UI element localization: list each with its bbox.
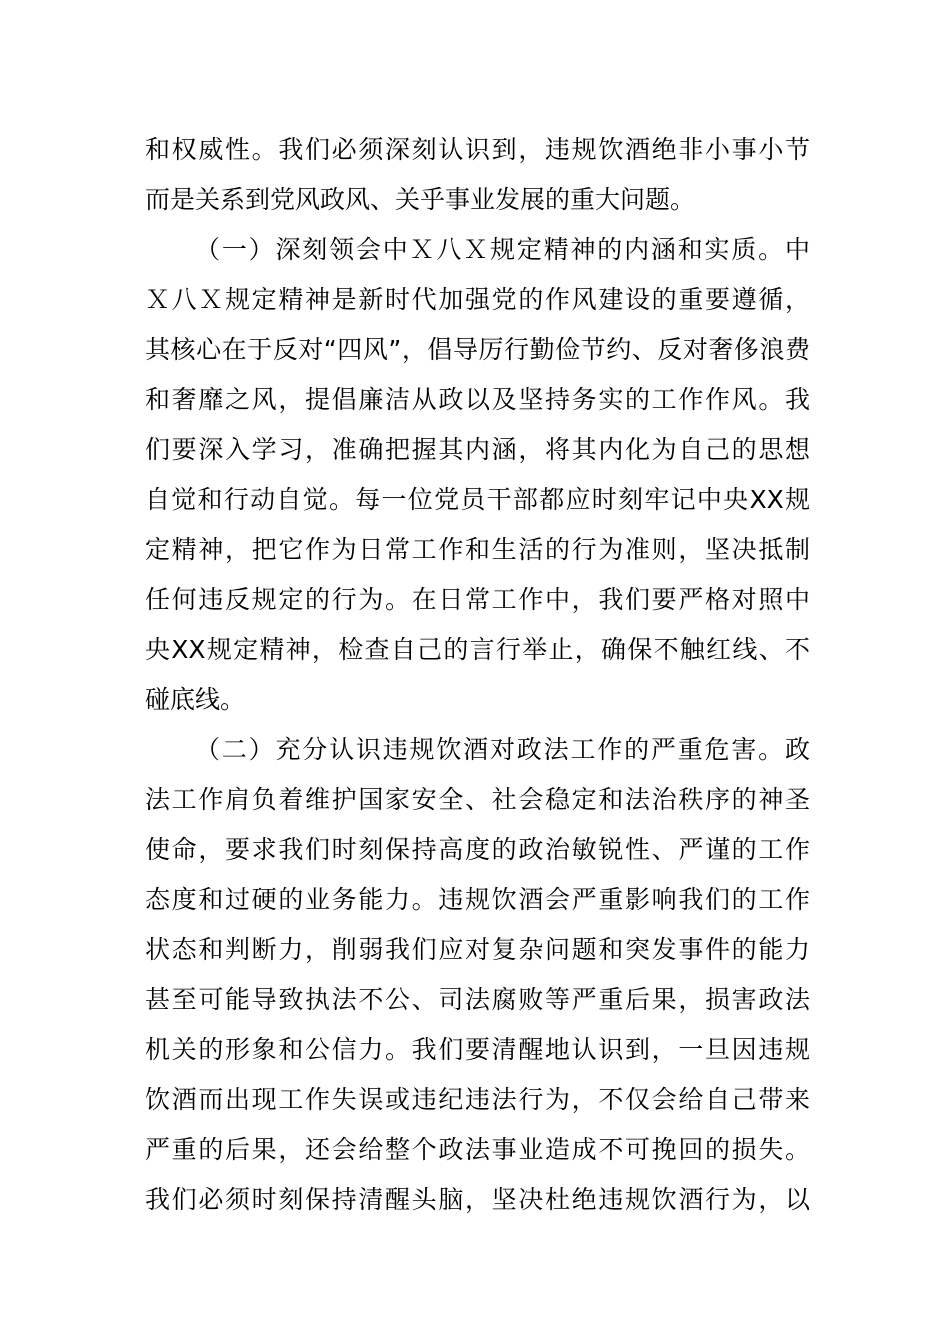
text-line-1: 和权威性。我们必须深刻认识到，违规饮酒绝非小事小节 bbox=[145, 135, 810, 164]
text-line-5: 其核心在于反对“四风”，倡导厉行勤俭节约、反对奢侈浪费 bbox=[145, 335, 810, 364]
text-line-16: 态度和过硬的业务能力。违规饮酒会严重影响我们的工作 bbox=[145, 885, 810, 914]
text-line-7: 们要深入学习，准确把握其内涵，将其内化为自己的思想 bbox=[145, 435, 810, 464]
text-line-2: 而是关系到党风政风、关乎事业发展的重大问题。 bbox=[145, 185, 696, 214]
text-line-4: Ｘ八Ｘ规定精神是新时代加强党的作风建设的重要遵循， bbox=[145, 285, 810, 314]
text-line-12: 碰底线。 bbox=[145, 685, 246, 714]
section-heading-1: （一）深刻领会中Ｘ八Ｘ规定精神的内涵和实质。中 bbox=[195, 235, 810, 264]
text-line-21: 严重的后果，还会给整个政法事业造成不可挽回的损失。 bbox=[145, 1135, 810, 1164]
text-line-9: 定精神，把它作为日常工作和生活的行为准则，坚决抵制 bbox=[145, 535, 810, 564]
text-line-20: 饮酒而出现工作失误或违纪违法行为，不仅会给自己带来 bbox=[145, 1085, 810, 1114]
text-line-6: 和奢靡之风，提倡廉洁从政以及坚持务实的工作作风。我 bbox=[145, 385, 810, 414]
section-heading-2: （二）充分认识违规饮酒对政法工作的严重危害。政 bbox=[195, 735, 810, 764]
text-line-8: 自觉和行动自觉。每一位党员干部都应时刻牢记中央XX规 bbox=[145, 485, 810, 514]
text-line-15: 使命，要求我们时刻保持高度的政治敏锐性、严谨的工作 bbox=[145, 835, 810, 864]
text-line-18: 甚至可能导致执法不公、司法腐败等严重后果，损害政法 bbox=[145, 985, 810, 1014]
text-line-19: 机关的形象和公信力。我们要清醒地认识到，一旦因违规 bbox=[145, 1035, 810, 1064]
text-line-22: 我们必须时刻保持清醒头脑，坚决杜绝违规饮酒行为，以 bbox=[145, 1185, 810, 1214]
text-line-17: 状态和判断力，削弱我们应对复杂问题和突发事件的能力 bbox=[145, 935, 810, 964]
text-line-11: 央XX规定精神，检查自己的言行举止，确保不触红线、不 bbox=[145, 635, 810, 664]
text-line-14: 法工作肩负着维护国家安全、社会稳定和法治秩序的神圣 bbox=[145, 785, 810, 814]
text-line-10: 任何违反规定的行为。在日常工作中，我们要严格对照中 bbox=[145, 585, 810, 614]
